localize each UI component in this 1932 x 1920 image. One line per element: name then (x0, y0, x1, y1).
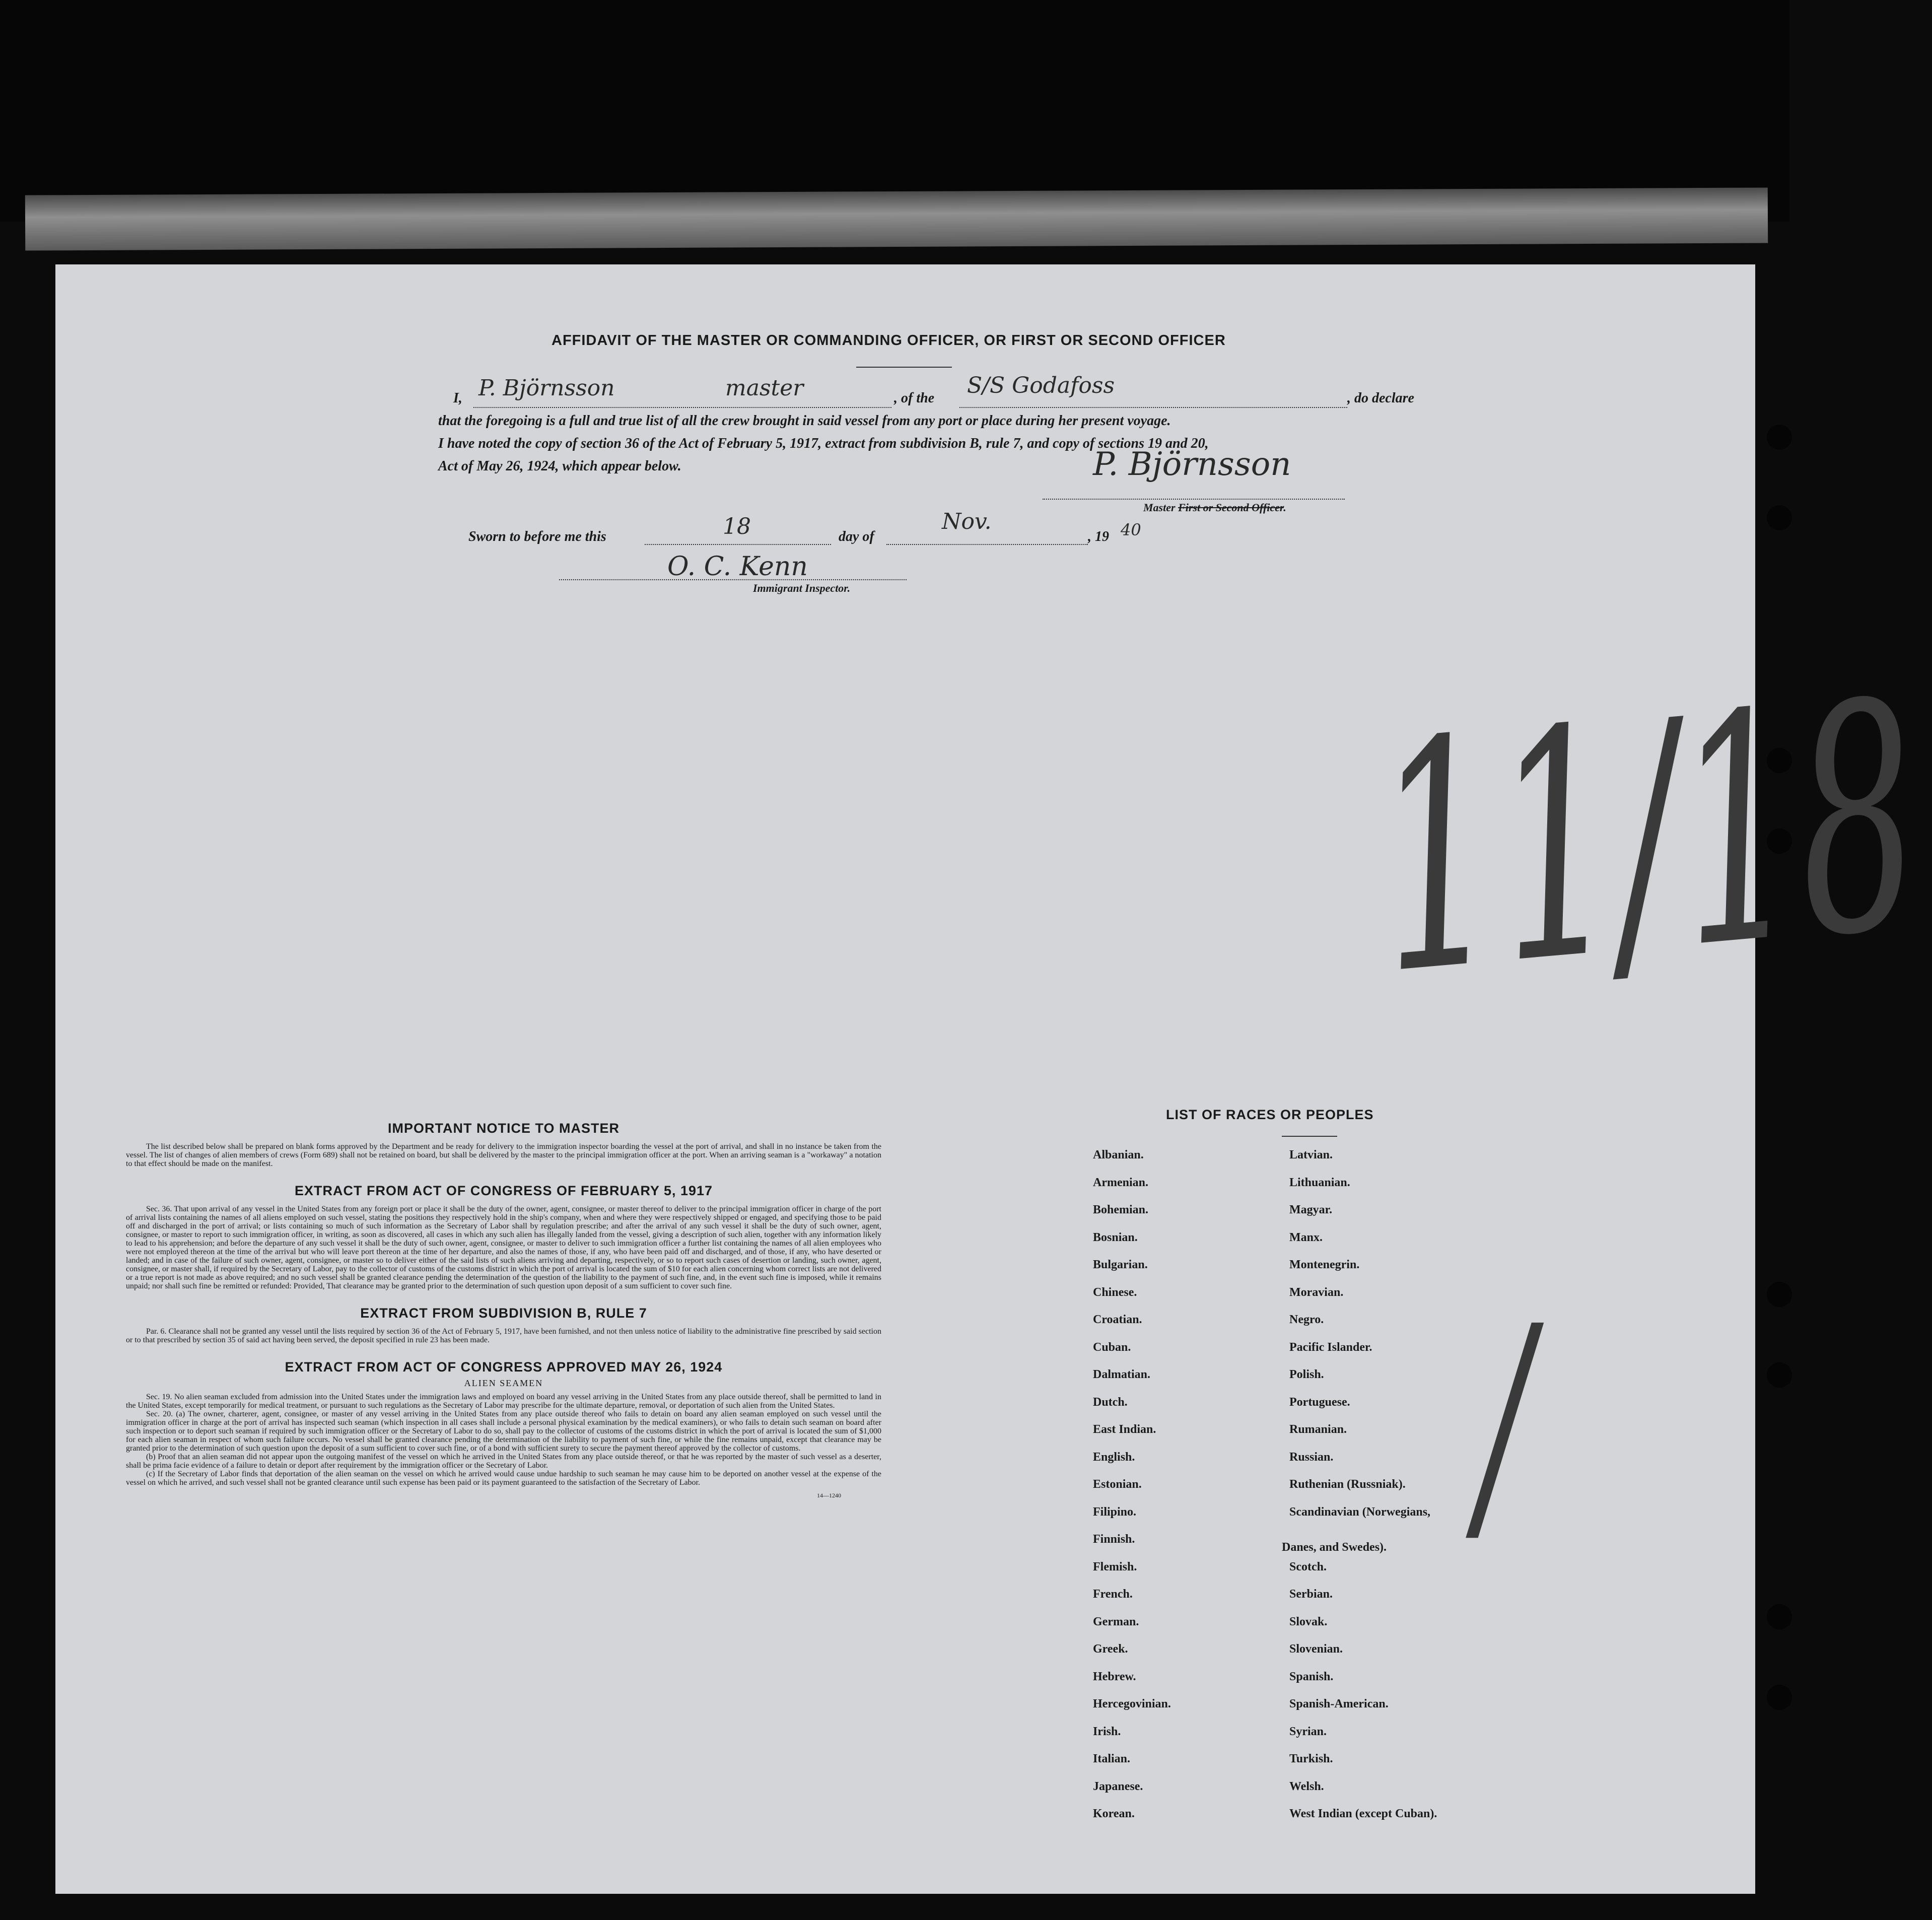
year-prefix: , 19 (1088, 529, 1109, 544)
notice-body: The list described below shall be prepared on blank forms approved by the Department and be ready for delivery to the immigration inspector boarding the vessel at the port of arrival, and shall in no instance be taken from the vessel. The list of changes of alien members of crews (Form 689) shall not be retained on board, but shall be delivered by the master to the principal immigration officer at the port. When an arriving seaman is a "workaway" a notation to that effect should be made on the manifest. (126, 1142, 881, 1168)
race-item-right: Spanish. (1289, 1670, 1334, 1683)
sec19-body: Sec. 19. No alien seaman excluded from admission into the United States under the immigration laws and employed on board any vessel arriving in the United States from any place outside thereof, shall be permitted to land in the United States, except temporarily for medical treatment, or pursuant to such regulations as the Secretary of Labor may prescribe for the ultimate departure, removal, or deportation of such alien from the United States. (126, 1393, 881, 1410)
race-item-right: Polish. (1289, 1368, 1324, 1381)
notice-title: IMPORTANT NOTICE TO MASTER (388, 1121, 619, 1136)
race-item-left: Bulgarian. (1093, 1258, 1148, 1271)
sec20b-body: (b) Proof that an alien seaman did not appear upon the outgoing manifest of the vessel on which he arrived in the United States from any place outside thereof, or that he was reported by the master of such vessel as a deserter, shall be prima facie evidence of a failure to detain or deport after requirement by the immigration officer or the Secretary of Labor. (126, 1453, 881, 1470)
vessel-name: S/S Godafoss (967, 373, 1115, 398)
day-value: 18 (723, 514, 751, 539)
race-item-right: Welsh. (1289, 1779, 1324, 1793)
race-item-left: Chinese. (1093, 1285, 1137, 1299)
race-item-right: Montenegrin. (1289, 1258, 1360, 1271)
race-item-left: Bohemian. (1093, 1203, 1149, 1216)
race-item-right: Syrian. (1289, 1725, 1327, 1738)
month-value: Nov. (942, 509, 992, 534)
race-item-right: Scotch. (1289, 1560, 1327, 1573)
declarant-rank: master (725, 375, 804, 401)
vessel-line (959, 407, 1347, 408)
race-item-left: Hebrew. (1093, 1670, 1136, 1683)
rule7-title: EXTRACT FROM SUBDIVISION B, RULE 7 (360, 1306, 647, 1321)
race-item-left: Cuban. (1093, 1340, 1131, 1354)
punch-hole (1767, 1604, 1792, 1629)
declarant-name: P. Björnsson (478, 375, 615, 401)
race-item-left: Filipino. (1093, 1505, 1137, 1519)
master-label: Master (1143, 501, 1176, 514)
race-item-left: Irish. (1093, 1725, 1121, 1738)
signature-caption (1143, 501, 1286, 514)
race-item-right: Latvian. (1289, 1148, 1333, 1161)
race-item-right: West Indian (except Cuban). (1289, 1807, 1437, 1820)
extract-1917-title: EXTRACT FROM ACT OF CONGRESS OF FEBRUARY 5, 1917 (294, 1183, 713, 1198)
race-item-left: East Indian. (1093, 1423, 1156, 1436)
punch-hole (1767, 1685, 1792, 1710)
caption-period: . (1283, 501, 1286, 514)
race-item-right: Turkish. (1289, 1752, 1333, 1765)
declaration-line-3: I have noted the copy of section 36 of the Act of February 5, 1917, extract from subdivision B, rule 7, and copy of sections 19 and 20, (438, 436, 1209, 451)
punch-hole (1767, 505, 1792, 530)
race-item-left: Greek. (1093, 1642, 1128, 1656)
race-item-left: Hercegovinian. (1093, 1697, 1171, 1710)
race-item-left: Dutch. (1093, 1395, 1128, 1409)
punch-hole (1767, 1282, 1792, 1307)
race-item-right: Pacific Islander. (1289, 1340, 1372, 1354)
affidavit-title: AFFIDAVIT OF THE MASTER OR COMMANDING OFFICER, OR FIRST OR SECOND OFFICER (551, 332, 1226, 349)
race-item-left: Flemish. (1093, 1560, 1137, 1573)
race-item-left: Croatian. (1093, 1313, 1142, 1326)
declarant-line (473, 407, 891, 408)
title-rule (856, 367, 952, 368)
form-number: 14—1240 (817, 1492, 841, 1499)
race-item-right: Lithuanian. (1289, 1176, 1350, 1189)
race-item-left: Albanian. (1093, 1148, 1144, 1161)
inspector-label: Immigrant Inspector. (753, 582, 851, 594)
race-item-right: Moravian. (1289, 1285, 1344, 1299)
races-title: LIST OF RACES OR PEOPLES (1166, 1107, 1374, 1122)
race-item-left: Finnish. (1093, 1533, 1135, 1546)
master-signature: P. Björnsson (1093, 446, 1291, 483)
race-item-left: Bosnian. (1093, 1230, 1138, 1244)
races-title-rule (1282, 1136, 1337, 1137)
handwritten-date-mark: 11/18 (1362, 635, 1932, 1044)
race-item-right: Manx. (1289, 1230, 1323, 1244)
race-item-right: Ruthenian (Russniak). (1289, 1478, 1406, 1491)
race-item-right: Slovenian. (1289, 1642, 1343, 1656)
declaration-line-4: Act of May 26, 1924, which appear below. (438, 458, 681, 474)
of-the-label: , of the (894, 390, 935, 406)
race-item-left: French. (1093, 1588, 1133, 1601)
punch-hole (1767, 425, 1792, 450)
race-item-left: Italian. (1093, 1752, 1131, 1765)
sec20a-body: Sec. 20. (a) The owner, charterer, agent, consignee, or master of any vessel arriving in the United States from any place outside thereof who fails to detain on board any alien seaman employed on such vessel until the immigration officer in charge at the port of arrival has inspected such seaman (which inspection in all cases shall include a personal physical examination by the medical examiners), or who fails to detain such seaman on board after such inspection or to deport such seaman if required by such immigration officer or the Secretary of Labor to do so, shall pay to the collector of customs of the customs district in which the port of arrival is located the sum of $1,000 for each alien seaman in respect of whom such failure occurs. No vessel shall be granted clearance pending the determination of the liability to payment of such fine, or while the fine remains unpaid, except that clearance may be granted prior to the determination of such question upon the deposit of a sum sufficient to cover such fine, or of a bond with sufficient surety to secure the payment thereof approved by the collector of customs. (126, 1410, 881, 1453)
inspector-line (559, 579, 907, 580)
do-declare-label: , do declare (1347, 390, 1414, 406)
race-item-right: Russian. (1289, 1450, 1334, 1464)
extract-1924-title: EXTRACT FROM ACT OF CONGRESS APPROVED MAY 26, 1924 (285, 1359, 723, 1375)
race-item-left: Korean. (1093, 1807, 1135, 1820)
inspector-signature: O. C. Kenn (667, 552, 808, 582)
race-item-right: Serbian. (1289, 1588, 1333, 1601)
declaration-line-2: that the foregoing is a full and true list of all the crew brought in said vessel from any port or place during her present voyage. (438, 413, 1171, 429)
alien-seamen-subtitle: ALIEN SEAMEN (464, 1378, 543, 1388)
declarant-prefix: I, (453, 390, 462, 406)
year-value: 40 (1121, 520, 1141, 539)
race-item-right: Scandinavian (Norwegians, (1289, 1505, 1431, 1519)
day-of-label: day of (839, 529, 874, 544)
race-item-left: Japanese. (1093, 1779, 1143, 1793)
race-item-left: Estonian. (1093, 1478, 1142, 1491)
struck-officer-label: First or Second Officer (1178, 501, 1284, 514)
race-item-left: Dalmatian. (1093, 1368, 1150, 1381)
signature-line (1043, 499, 1345, 500)
notices-column (126, 1121, 881, 1499)
race-item-right: Portuguese. (1289, 1395, 1350, 1409)
month-line (886, 544, 1088, 545)
extract-1917-body: Sec. 36. That upon arrival of any vessel in the United States from any foreign port or place it shall be the duty of the owner, agent, consignee, or master thereof to deliver to the principal immigration officer in charge of the port of arrival lists containing the names of all aliens employed on such vessel, stating the positions they respectively hold in the ship's company, when and where they were respectively shipped or engaged, and specifying those to be paid off and discharged in the port of arrival; or lists containing so much of such information as the Secretary of Labor shall by regulation prescribe; and after the arrival of any such vessel it shall be the duty of such owner, agent, consignee, or master to report to such immigration officer, in writing, as soon as discovered, all cases in which any such alien has illegally landed from the vessel, giving a description of such alien, together with any information likely to lead to his apprehension; and before the departure of any such vessel it shall be the duty of such owner, agent, consignee, or master to deliver to such immigration officer a further list containing the names of all alien employees who were not employed thereon at the time of the arrival but who will leave port thereon at the time of her departure, and also the names of those, if any, who have been paid off and discharged, and of those, if any, who have deserted or landed; and in case of the failure of such owner, agent, consignee, or master so to deliver either of the said lists of such aliens arriving and departing, respectively, or so to report such cases of desertion or landing, such owner, agent, consignee, or master shall, if required by the Secretary of Labor, pay to the collector of customs of the customs district in which the port of arrival is located the sum of $10 for each alien concerning whom correct lists are not delivered or a true report is not made as above required; and no such vessel shall be granted clearance pending the determination of the question of the liability to the payment of such fine, and, in the event such fine is imposed, while it remains unpaid; nor shall such fine be remitted or refunded: Provided, That clearance may be granted prior to the determination of such question upon deposit of a sum sufficient to cover such fine. (126, 1205, 881, 1290)
document-page (55, 264, 1932, 1894)
punch-hole (1767, 1362, 1792, 1388)
race-item-right: Slovak. (1289, 1615, 1328, 1628)
race-item-left: Armenian. (1093, 1176, 1148, 1189)
race-item-right: Negro. (1289, 1313, 1324, 1326)
handwritten-slash-mark: / (1478, 1270, 1532, 1575)
race-item-right: Spanish-American. (1289, 1697, 1389, 1710)
scanner-ruler (25, 187, 1768, 250)
race-item-left: English. (1093, 1450, 1135, 1464)
day-line (645, 544, 831, 545)
sec20c-body: (c) If the Secretary of Labor finds that deportation of the alien seaman on the vessel on which he arrived would cause undue hardship to such seaman he may cause him to be deported on another vessel at the expense of the vessel on which he arrived, and such vessel shall not be granted clearance until such expense has been paid or its payment guaranteed to the satisfaction of the Secretary of Labor. (126, 1470, 881, 1487)
rule7-body: Par. 6. Clearance shall not be granted any vessel until the lists required by section 36 of the Act of February 5, 1917, have been furnished, and not then unless notice of liability to the administrative fine prescribed by said section or to that prescribed by section 35 of said act having been served, the deposit specified in rule 23 has been made. (126, 1327, 881, 1344)
race-item-scandinavian-continued: Danes, and Swedes). (1282, 1541, 1387, 1554)
race-item-right: Rumanian. (1289, 1423, 1347, 1436)
sworn-label: Sworn to before me this (468, 529, 606, 544)
race-item-right: Magyar. (1289, 1203, 1333, 1216)
race-item-left: German. (1093, 1615, 1139, 1628)
